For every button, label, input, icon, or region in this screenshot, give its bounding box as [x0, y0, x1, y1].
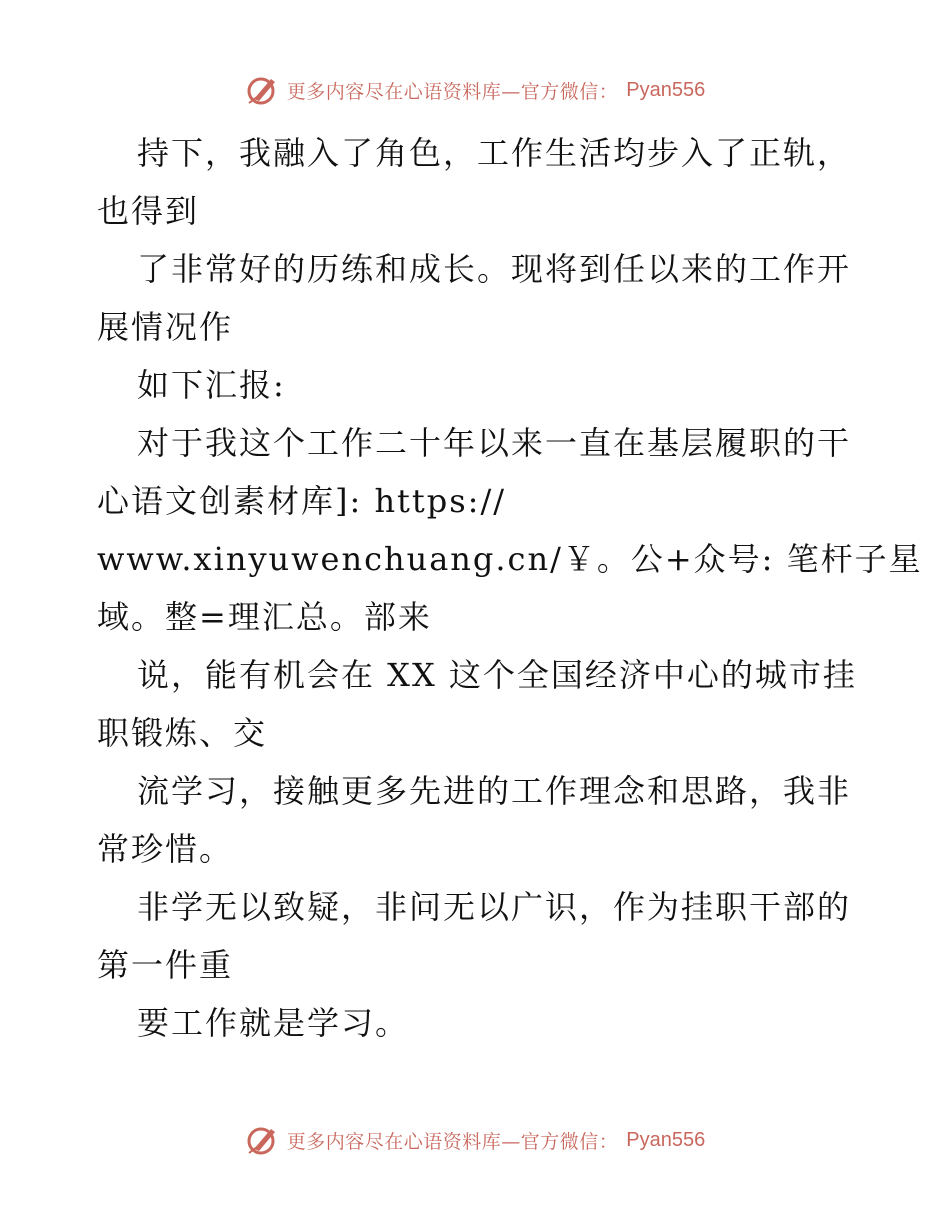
text-line: 展情况作	[97, 308, 234, 346]
text-line: 域。整=理汇总。部来	[97, 598, 432, 636]
watermark-wechat-id: Pyan556	[626, 1128, 706, 1151]
footer-watermark	[0, 1120, 950, 1160]
watermark-text: 更多内容尽在心语资料库—官方微信：	[286, 80, 619, 103]
text-line: 了非常好的历练和成长。现将到任以来的工作开	[137, 250, 852, 288]
document-body	[97, 124, 923, 1052]
text-line: www.xinyuwenchuang.cn/￥。公+众号: 笔杆子星	[97, 540, 923, 578]
watermark-wechat-id: Pyan556	[626, 78, 706, 101]
text-line: 如下汇报:	[137, 366, 286, 404]
text-line: 对于我这个工作二十年以来一直在基层履职的干	[137, 424, 852, 462]
text-line: 要工作就是学习。	[137, 1004, 410, 1042]
text-line: 第一件重	[97, 946, 234, 984]
text-line: 持下，我融入了角色，工作生活均步入了正轨，	[137, 134, 852, 172]
text-line: 流学习，接触更多先进的工作理念和思路，我非	[137, 772, 852, 810]
text-line: 说，能有机会在 XX 这个全国经济中心的城市挂	[137, 656, 857, 694]
text-line: 常珍惜。	[97, 830, 234, 868]
text-line: 心语文创素材库]: https://	[97, 482, 507, 520]
watermark-text: 更多内容尽在心语资料库—官方微信：	[286, 1130, 619, 1153]
text-line: 非学无以致疑，非问无以广识，作为挂职干部的	[137, 888, 852, 926]
text-line: 职锻炼、交	[97, 714, 268, 752]
header-watermark	[0, 70, 950, 110]
text-line: 也得到	[97, 192, 200, 230]
quill-logo-icon	[245, 73, 279, 107]
quill-logo-icon	[245, 1123, 279, 1157]
